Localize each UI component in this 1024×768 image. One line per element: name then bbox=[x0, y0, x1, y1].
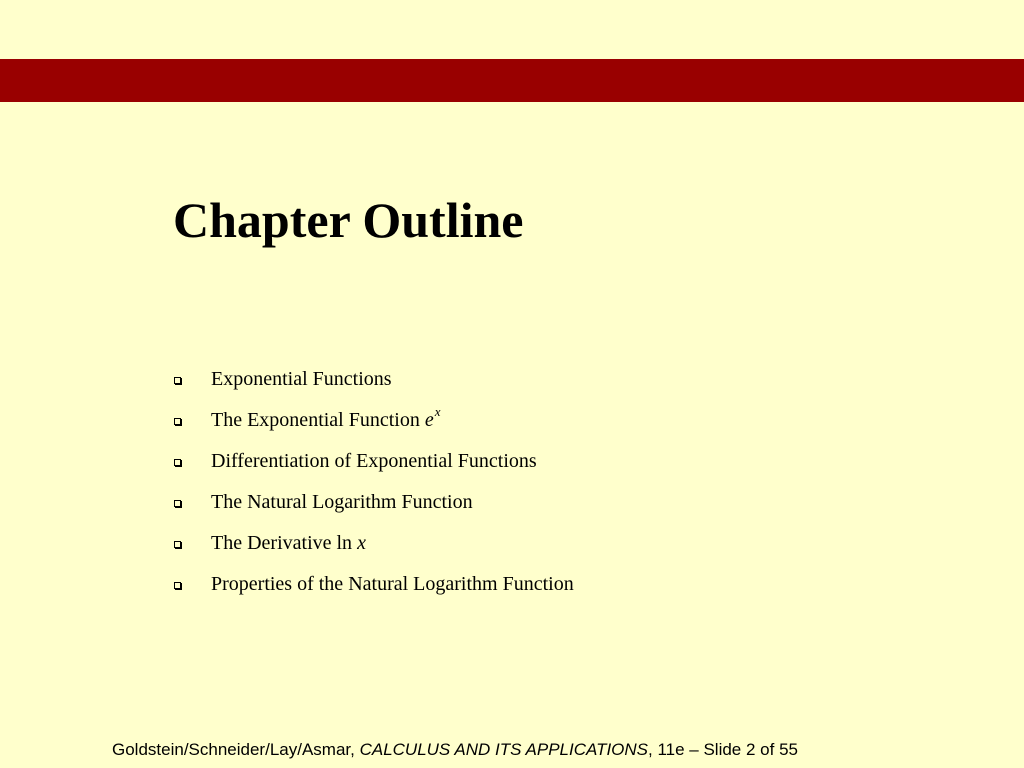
outline-item bbox=[168, 570, 574, 611]
outline-item-math-symbol: x bbox=[357, 532, 366, 554]
slide-footer bbox=[112, 738, 798, 762]
title-band bbox=[0, 59, 1024, 102]
outline-item bbox=[168, 406, 574, 447]
hollow-square-bullet-icon bbox=[174, 418, 181, 425]
slide-title: Chapter Outline bbox=[173, 192, 524, 248]
outline-item-label: The Natural Logarithm Function bbox=[211, 491, 473, 513]
outline-item bbox=[168, 365, 574, 406]
outline-item-label: Exponential Functions bbox=[211, 368, 392, 390]
footer-edition-slide-number: , 11e – Slide 2 of 55 bbox=[648, 740, 798, 759]
hollow-square-bullet-icon bbox=[174, 500, 181, 507]
hollow-square-bullet-icon bbox=[174, 582, 181, 589]
outline-item-label: The Exponential Function bbox=[211, 409, 425, 431]
outline-item-math-symbol: e bbox=[424, 409, 434, 431]
outline-item bbox=[168, 488, 574, 529]
outline-item bbox=[168, 447, 574, 488]
hollow-square-bullet-icon bbox=[174, 459, 181, 466]
hollow-square-bullet-icon bbox=[174, 377, 181, 384]
outline-item bbox=[168, 529, 574, 570]
outline-item-label: The Derivative ln bbox=[211, 532, 358, 554]
outline-item-label: Differentiation of Exponential Functions bbox=[211, 450, 537, 472]
chapter-outline-list bbox=[168, 365, 574, 611]
footer-book-title: CALCULUS AND ITS APPLICATIONS bbox=[359, 740, 649, 759]
outline-item-label: Properties of the Natural Logarithm Function bbox=[211, 573, 574, 595]
hollow-square-bullet-icon bbox=[174, 541, 181, 548]
outline-item-superscript: x bbox=[434, 404, 441, 420]
footer-authors: Goldstein/Schneider/Lay/Asmar, bbox=[112, 740, 360, 759]
